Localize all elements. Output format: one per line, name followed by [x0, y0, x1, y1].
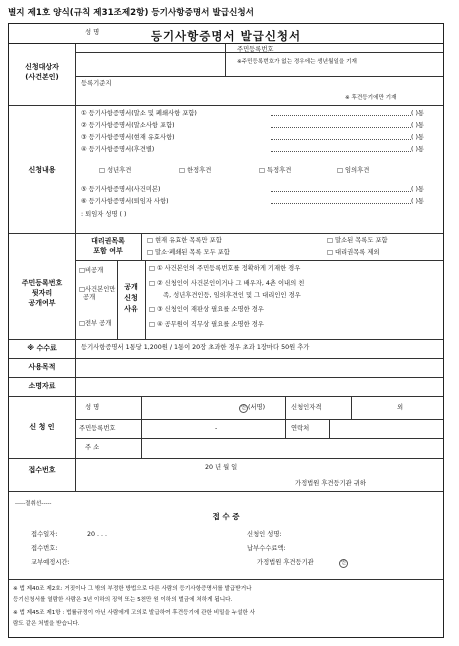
receipt-addressee: 가정법원 후견등기관 귀하 [295, 480, 366, 487]
relation-value: 외 [397, 404, 404, 411]
application-form [8, 23, 444, 638]
guardian-type-option[interactable]: □ 임의후견 [337, 167, 370, 174]
leader-dots [271, 115, 411, 116]
leader-dots [271, 191, 411, 192]
disclosure-option[interactable]: □사건본인만 공개 [79, 286, 116, 301]
guardian-type-option[interactable]: □ 성년후견 [99, 167, 132, 174]
content-item-text: ⑥ 등기사항증명서(퇴임자 사항) [81, 198, 169, 205]
guardian-type-option[interactable]: □ 한정후견 [179, 167, 212, 174]
source-label: 소명자료 [28, 382, 56, 390]
reason-item[interactable]: □ ④ 공무원이 직무상 필요를 소명한 경우 [149, 321, 264, 328]
signature-label: (서명) [248, 404, 266, 411]
cut-line: -----절취선----- [15, 501, 52, 507]
stub-applicant-label: 신청인 성명: [247, 531, 282, 538]
receipt-label: 접수번호 [28, 466, 56, 474]
applicant-label: 신 청 인 [29, 423, 55, 431]
stub-date-value: 20 . . . [87, 531, 108, 538]
fee-label: ※ 수수료 [27, 344, 57, 352]
leader-dots [271, 203, 411, 204]
stub-number-label: 접수번호: [31, 545, 58, 552]
leader-dots [271, 127, 411, 128]
proxy-option[interactable]: □ 대리권목록 제외 [327, 249, 380, 256]
content-item-text: ④ 등기사항증명서(후견별) [81, 146, 155, 153]
content-item-text: ③ 등기사항증명서(현재 유효사항) [81, 134, 175, 141]
content-item-unit: ( )통 [411, 134, 424, 141]
reason-label: 공개 신청 사유 [124, 283, 138, 313]
proxy-option[interactable]: □ 현재 유효한 목록만 포함 [147, 237, 222, 244]
receipt-date: 20 년 월 일 [205, 464, 238, 471]
target-ref-note: ※ 후견등기에만 기재 [345, 95, 397, 101]
content-label: 신청내용 [28, 166, 56, 174]
target-name-label: 성 명 [85, 29, 100, 36]
content-item-unit: ( )통 [411, 146, 424, 153]
reason-item[interactable]: □ ① 사건본인의 주민등록번호를 정확하게 기재한 경우 [149, 265, 301, 272]
phone-label: 연락처 [291, 425, 310, 432]
stub-title: 접 수 증 [212, 512, 240, 521]
applicant-rrn-label: 주민등록번호 [79, 425, 116, 432]
content-item-unit: ( )통 [411, 198, 424, 205]
purpose-label: 사용목적 [28, 363, 56, 371]
proxy-label: 대리권목록 포함 여부 [91, 237, 125, 255]
content-item-unit: ( )통 [411, 110, 424, 117]
stub-issue-label: 교부예정시간: [31, 559, 70, 566]
applicant-name-label: 성 명 [85, 404, 100, 411]
fee-text: 등기사항증명서 1통당 1,200원 / 1통이 20장 초과한 경우 초과 1장마다 50원 추가 [81, 344, 310, 351]
stub-date-label: 접수일자: [31, 531, 58, 538]
target-ref-label: 등록기준지 [81, 80, 112, 87]
target-label: 신청대상자 (사건본인) [25, 63, 59, 81]
seal-icon: 인 [239, 404, 248, 413]
proxy-option[interactable]: □ 말소·폐쇄된 목록 모두 포함 [147, 249, 230, 256]
stub-office: 가정법원 후견등기관 [257, 559, 314, 566]
form-header: 별지 제1호 양식(규칙 제31조제2항) 등기사항증명서 발급신청서 [8, 8, 254, 18]
reason-item[interactable]: □ ③ 신청인이 재판상 필요를 소명한 경우 [149, 306, 264, 313]
note-line: ※ 법 제40조 제2호: 거짓이나 그 밖의 부정한 방법으로 다른 사람의 등기사항증명서를 발급받거나 [13, 586, 252, 592]
leader-dots [271, 151, 411, 152]
proxy-option[interactable]: □ 말소된 목록도 포함 [327, 237, 388, 244]
leader-dots [271, 139, 411, 140]
content-item-text: ② 등기사항증명서(말소사항 포함) [81, 122, 175, 129]
target-rrn-note: ※주민등록번호가 없는 경우에는 생년월일을 기재 [237, 59, 357, 65]
form-title: 등기사항증명서 발급신청서 [150, 29, 302, 43]
content-item-text: ⑤ 등기사항증명서(사건미본) [81, 186, 161, 193]
address-label: 주 소 [85, 444, 100, 451]
guardian-type-option[interactable]: □ 특정후견 [259, 167, 292, 174]
seal-icon: 인 [339, 559, 348, 568]
rrn-separator: - [215, 425, 218, 432]
stub-fee-label: 납부수수료액: [247, 545, 286, 552]
note-line: ※ 법 제45조 제1항 : 법률규정이 아닌 사람에게 고의로 발급하여 후견등기에 관한 비밀을 누설한 사 [13, 610, 256, 616]
relation-label: 신청인자격 [291, 404, 322, 411]
disclosure-label: 주민등록번호 뒷자리 공개여부 [21, 279, 63, 307]
content-item-unit: ( )통 [411, 186, 424, 193]
disclosure-option[interactable]: □전부 공개 [79, 320, 112, 327]
content-item-unit: ( )통 [411, 122, 424, 129]
note-line: 등기신청서를 열람한 사람은 3년 이하의 징역 또는 5천만 원 이하의 벌금에 처하게 됩니다. [13, 597, 233, 603]
content-item-text: ① 등기사항증명서(말소 및 폐쇄사항 포함) [81, 110, 197, 117]
reason-item: 족, 성년후견인등, 임의후견인 및 그 대리인인 경우 [149, 292, 301, 299]
note-line: 람도 같은 처벌을 받습니다. [13, 621, 80, 627]
target-rrn-label: 주민등록번호 [237, 46, 274, 53]
reason-item[interactable]: □ ② 신청인이 사건본인이거나 그 배우자, 4촌 이내의 친 [149, 280, 305, 287]
disclosure-option[interactable]: □비공개 [79, 267, 104, 274]
retiree-line: : 퇴임자 성명 ( ) [81, 211, 127, 218]
